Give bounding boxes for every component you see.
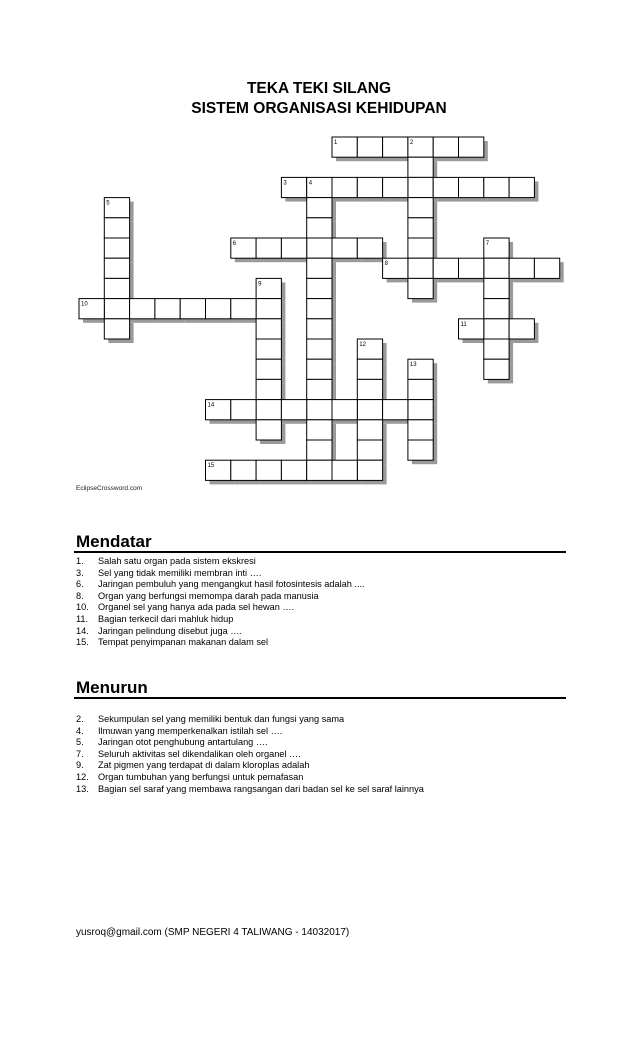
clue-number: 10.: [76, 602, 89, 613]
crossword-cell[interactable]: [408, 198, 433, 218]
puzzle-subtitle: SISTEM ORGANISASI KEHIDUPAN: [191, 100, 447, 117]
crossword-cell[interactable]: [307, 440, 332, 460]
crossword-cell[interactable]: [256, 319, 281, 339]
clue-number-label: 13: [409, 362, 417, 369]
crossword-cell[interactable]: [104, 218, 129, 238]
crossword-cell[interactable]: [307, 238, 332, 258]
clue-item: [76, 637, 365, 649]
clue-number-label: 9: [258, 281, 262, 288]
clue-item: [76, 772, 424, 784]
crossword-cell[interactable]: [408, 278, 433, 298]
crossword-cell[interactable]: [104, 319, 129, 339]
crossword-cell[interactable]: [383, 137, 408, 157]
crossword-cell[interactable]: [307, 379, 332, 399]
crossword-cell[interactable]: [484, 299, 509, 319]
clue-text: Organel sel yang hanya ada pada sel hewan ….: [98, 602, 295, 613]
crossword-cell[interactable]: [104, 278, 129, 298]
crossword-cell[interactable]: [408, 177, 433, 197]
crossword-cell[interactable]: [231, 299, 256, 319]
crossword-cell[interactable]: [307, 258, 332, 278]
clue-number: 14.: [76, 625, 89, 636]
crossword-cell[interactable]: [155, 299, 180, 319]
clue-number: 11.: [76, 613, 89, 624]
clue-text: Zat pigmen yang terdapat di dalam kloroplas adalah: [98, 760, 310, 771]
clue-number: 13.: [76, 783, 89, 794]
clue-item: [76, 568, 365, 580]
crossword-cell[interactable]: [433, 137, 458, 157]
clue-number: 2.: [76, 714, 84, 724]
clue-item: [76, 626, 365, 638]
clue-number-label: 2: [409, 140, 414, 146]
clue-item: [76, 749, 424, 761]
crossword-cell[interactable]: [104, 238, 129, 258]
crossword-cell[interactable]: [281, 460, 306, 480]
clue-item: [76, 614, 365, 626]
crossword-cell[interactable]: [256, 460, 281, 480]
crossword-cell[interactable]: [408, 420, 433, 440]
crossword-cell[interactable]: [357, 460, 382, 480]
crossword-cell[interactable]: [509, 177, 534, 197]
clue-item: [76, 556, 365, 568]
crossword-cell[interactable]: [357, 420, 382, 440]
crossword-cell[interactable]: [256, 299, 281, 319]
crossword-cell[interactable]: [307, 339, 332, 359]
clue-number-label: 12: [359, 342, 366, 348]
clue-text: Organ yang berfungsi memompa darah pada manusia: [98, 590, 319, 601]
mendatar-heading: Mendatar: [76, 532, 152, 551]
crossword-grid[interactable]: [0, 0, 638, 500]
crossword-cell[interactable]: [484, 258, 509, 278]
crossword-cell[interactable]: [383, 400, 408, 420]
clue-item: [76, 602, 365, 614]
crossword-cell[interactable]: [408, 218, 433, 238]
crossword-cell[interactable]: [281, 238, 306, 258]
menurun-rule: [74, 697, 566, 699]
footer-credit: yusroq@gmail.com (SMP NEGERI 4 TALIWANG - 14032017): [76, 927, 350, 938]
clue-text: Sekumpulan sel yang memiliki bentuk dan fungsi yang sama: [98, 714, 345, 724]
clue-item: [76, 737, 424, 749]
crossword-cell[interactable]: [307, 319, 332, 339]
crossword-cell[interactable]: [459, 177, 484, 197]
crossword-cell[interactable]: [509, 258, 534, 278]
crossword-cell[interactable]: [281, 400, 306, 420]
clue-item: [76, 760, 424, 772]
crossword-cell[interactable]: [256, 238, 281, 258]
crossword-cell[interactable]: [408, 258, 433, 278]
crossword-cell[interactable]: [104, 299, 129, 319]
clue-number: 7.: [76, 748, 84, 759]
puzzle-title: TEKA TEKI SILANG: [246, 80, 392, 97]
clue-text: Sel yang tidak memiliki membran inti ….: [98, 567, 262, 578]
crossword-cell[interactable]: [130, 299, 155, 319]
clue-text: Tempat penyimpanan makanan dalam sel: [98, 637, 269, 648]
crossword-cell[interactable]: [408, 157, 433, 177]
crossword-cell[interactable]: [256, 420, 281, 440]
clue-number: 4.: [76, 725, 84, 736]
crossword-cell[interactable]: [408, 400, 433, 420]
clue-text: Bagian terkecil dari mahluk hidup: [98, 613, 234, 624]
clue-number-label: 7: [485, 241, 490, 247]
crossword-cell[interactable]: [307, 278, 332, 298]
crossword-cell[interactable]: [307, 400, 332, 420]
clue-number: 6.: [76, 579, 84, 590]
clue-number: 1.: [76, 556, 84, 566]
clue-number: 9.: [76, 760, 84, 771]
crossword-cell[interactable]: [307, 198, 332, 218]
crossword-cell[interactable]: [484, 278, 509, 298]
crossword-cell[interactable]: [534, 258, 559, 278]
clue-number-label: 10: [81, 301, 88, 308]
crossword-cell[interactable]: [357, 440, 382, 460]
crossword-cell[interactable]: [104, 258, 129, 278]
crossword-cell[interactable]: [357, 238, 382, 258]
crossword-cell[interactable]: [408, 379, 433, 399]
clue-text: Organ tumbuhan yang berfungsi untuk pernafasan: [98, 771, 304, 782]
mendatar-rule: [74, 551, 566, 553]
crossword-cell[interactable]: [256, 379, 281, 399]
clue-number-label: 6: [232, 241, 237, 247]
clue-number-label: 15: [207, 463, 215, 470]
mendatar-clue-list: [76, 556, 365, 649]
crossword-cell[interactable]: [484, 359, 509, 379]
clue-number-label: 11: [460, 321, 467, 328]
crossword-cell[interactable]: [509, 319, 534, 339]
crossword-cell[interactable]: [256, 400, 281, 420]
clue-number-label: 5: [106, 200, 110, 207]
clue-number-label: 14: [207, 402, 215, 409]
crossword-cell[interactable]: [383, 177, 408, 197]
clue-item: [76, 726, 424, 738]
menurun-clue-list: [76, 714, 424, 795]
clue-number-label: 4: [308, 180, 313, 187]
crossword-cell[interactable]: [307, 218, 332, 238]
crossword-cell[interactable]: [484, 339, 509, 359]
clue-text: Jaringan pelindung disebut juga ….: [98, 625, 243, 636]
crossword-cell[interactable]: [408, 238, 433, 258]
crossword-cell[interactable]: [307, 299, 332, 319]
crossword-cell[interactable]: [332, 177, 357, 197]
clue-text: Jaringan pembuluh yang mengangkut hasil fotosintesis adalah ....: [98, 579, 365, 590]
credit-text: EclipseCrossword.com: [76, 485, 143, 492]
crossword-cell[interactable]: [484, 177, 509, 197]
crossword-cell[interactable]: [231, 400, 256, 420]
clue-item: [76, 579, 365, 591]
crossword-cell[interactable]: [307, 420, 332, 440]
crossword-cell[interactable]: [256, 339, 281, 359]
crossword-cell[interactable]: [357, 137, 382, 157]
crossword-cell[interactable]: [256, 359, 281, 379]
clue-text: Ilmuwan yang memperkenalkan istilah sel ….: [98, 725, 283, 736]
crossword-cell[interactable]: [433, 258, 458, 278]
crossword-cell[interactable]: [206, 299, 231, 319]
crossword-cell[interactable]: [307, 359, 332, 379]
clue-number: 15.: [76, 637, 89, 648]
clue-number-label: 8: [384, 261, 388, 268]
crossword-cell[interactable]: [332, 238, 357, 258]
crossword-cell[interactable]: [484, 319, 509, 339]
clue-item: [76, 591, 365, 603]
crossword-cell[interactable]: [332, 400, 357, 420]
crossword-cell[interactable]: [357, 400, 382, 420]
clue-text: Bagian sel saraf yang membawa rangsangan dari badan sel ke sel saraf lainnya: [98, 783, 424, 794]
crossword-cell[interactable]: [357, 177, 382, 197]
crossword-cell[interactable]: [357, 359, 382, 379]
crossword-cell[interactable]: [180, 299, 205, 319]
crossword-cell[interactable]: [307, 460, 332, 480]
clue-text: Jaringan otot penghubung antartulang ….: [98, 737, 268, 748]
clue-number: 8.: [76, 590, 84, 601]
clue-number: 5.: [76, 737, 84, 748]
crossword-cell[interactable]: [459, 137, 484, 157]
clue-number: 12.: [76, 771, 89, 782]
clue-number-label: 1: [334, 140, 338, 146]
clue-number-label: 3: [283, 180, 287, 187]
crossword-cell[interactable]: [459, 258, 484, 278]
clue-item: [76, 784, 424, 796]
crossword-cell[interactable]: [433, 177, 458, 197]
clue-text: Salah satu organ pada sistem ekskresi: [98, 556, 256, 566]
crossword-cell[interactable]: [332, 460, 357, 480]
menurun-heading: Menurun: [76, 678, 148, 697]
clue-text: Seluruh aktivitas sel dikendalikan oleh organel ….: [98, 748, 301, 759]
clue-number: 3.: [76, 567, 84, 578]
crossword-cell[interactable]: [357, 379, 382, 399]
clue-item: [76, 714, 424, 726]
crossword-cell[interactable]: [231, 460, 256, 480]
crossword-cell[interactable]: [408, 440, 433, 460]
